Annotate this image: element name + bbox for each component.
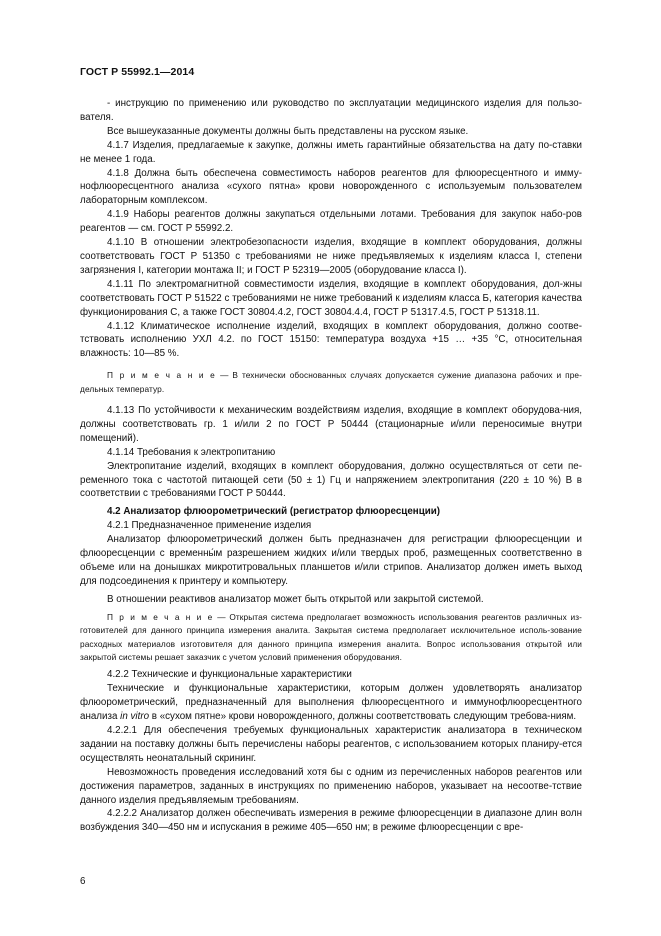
- paragraph: 4.1.12 Климатическое исполнение изделий, входящих в комплект оборудования, должно соотве-тствовать исполнению УХЛ 4.2. по ГОСТ 15150: температура воздуха +15 … +35 °С, относительная влажность: 10—85 %.: [80, 320, 582, 360]
- paragraph: 4.1.7 Изделия, предлагаемые к закупке, должны иметь гарантийные обязательства на дату по-ставки не менее 1 года.: [80, 139, 582, 165]
- note-text: — Открытая система предполагает возможность использования реагентов различных из-готовителей для данного принципа измерения аналита. Закрытая система предполагает исключительное исполь-зование расходных материалов изготовителя для данного принципа измерения аналита. Вопрос использования открытой или закрытой системы решает заказчик с учетом условий применения оборудования.: [80, 611, 582, 662]
- paragraph: [80, 682, 582, 724]
- section-heading: 4.2 Анализатор флюорометрический (регистратор флюоресценции): [107, 506, 441, 518]
- paragraph: 4.1.13 По устойчивости к механическим воздействиям изделия, входящие в комплект оборудова-ния, должны соответствовать гр. 1 и/или 2 по ГОСТ Р 50444 (стационарные и/или переносимые внутри помещений).: [80, 405, 582, 444]
- paragraph: Электропитание изделий, входящих в комплект оборудования, должно осуществляться от сети пе-ременного тока с частотой питающей сети (50 ± 1) Гц и напряжением электропитания (220 ± 10 %) В в соответствии с требованиями ГОСТ Р 50444.: [80, 460, 582, 500]
- note-label: П р и м е ч а н и е: [107, 370, 217, 381]
- paragraph: 4.2.1 Предназначенное применение изделия: [107, 520, 312, 532]
- document-body: [80, 97, 582, 835]
- paragraph-text: в «сухом пятне» крови новорожденного, должны соответствовать следующим требова-ниям.: [151, 711, 577, 723]
- paragraph: 4.1.14 Требования к электропитанию: [107, 446, 276, 458]
- paragraph: Все вышеуказанные документы должны быть представлены на русском языке.: [107, 125, 469, 137]
- italic-term: in vitro: [120, 711, 150, 723]
- paragraph: 4.1.11 По электромагнитной совместимости изделия, входящие в комплект оборудования, дол-жны соответствовать ГОСТ Р 51522 с требованиями не ниже требований к изделиям класса Б, категория качества функционирования С, а также ГОСТ 30804.4.2, ГОСТ 30804.4.4, ГОСТ Р 51317.4.5, ГОСТ Р 51318.11.: [80, 278, 582, 318]
- paragraph: Невозможность проведения исследований хотя бы с одним из перечисленных наборов реагентов или достижения параметров, заданных в инструкциях по применению наборов, указывает на несоотве-тствие данного изделия предъявляемым требованиям.: [80, 766, 582, 806]
- paragraph: В отношении реактивов анализатор может быть открытой или закрытой системой.: [107, 593, 484, 605]
- paragraph: 4.1.10 В отношении электробезопасности изделия, входящие в комплект оборудования, должны соответствовать ГОСТ Р 51350 с требованиями не ниже предъявляемых к изделиям класса I, степени загрязнения I, категории монтажа II; и ГОСТ Р 52319—2005 (оборудование класса I).: [80, 237, 582, 276]
- note-block: [80, 369, 582, 396]
- page-number: 6: [80, 876, 86, 887]
- paragraph: 4.1.8 Должна быть обеспечена совместимость наборов реагентов для флюоресцентного и имму-нофлюоресцентного анализа «сухого пятна» крови новорожденного с используемым пользователем лабораторным комплексом.: [80, 167, 582, 207]
- paragraph-text: Технические и функциональные характеристики, которым должен удовлетворять анализатор флюорометрический, предназначенный для выполнения флюоресцентного и иммунофлюоресцентного анализа: [80, 683, 582, 723]
- paragraph: 4.2.2 Технические и функциональные характеристики: [107, 669, 352, 681]
- paragraph: 4.2.2.2 Анализатор должен обеспечивать измерения в режиме флюоресценции в диапазоне длин волн возбуждения 340—450 нм и испускания в режиме 405—650 нм; в режиме флюоресценции с вре-: [80, 808, 582, 834]
- note-block: [80, 611, 582, 665]
- note-text: — В технически обоснованных случаях допускается сужение диапазона рабочих и пре-дельных температур.: [80, 370, 583, 394]
- document-header: ГОСТ Р 55992.1—2014: [80, 66, 195, 78]
- paragraph: 4.2.2.1 Для обеспечения требуемых функциональных характеристик анализатора в техническом задании на поставку должны быть перечислены наборы реагентов, с использованием которых планиру-ется осуществлять неонатальный скрининг.: [80, 724, 582, 764]
- note-label: П р и м е ч а н и е: [107, 611, 214, 622]
- paragraph: Анализатор флюорометрический должен быть предназначен для регистрации флюоресценции и флюоресценции с временны́м разрешением жидких и/или твердых проб, размещенных соответственно в объеме или на донышках микротитровальных планшетов и/или стрипов. Анализатор должен иметь выход для подсоединения к принтеру и компьютеру.: [80, 534, 582, 587]
- paragraph: 4.1.9 Наборы реагентов должны закупаться отдельными лотами. Требования для закупок набо-ров реагентов — см. ГОСТ Р 55992.2.: [80, 209, 582, 235]
- paragraph: - инструкцию по применению или руководство по эксплуатации медицинского изделия для пользо-вателя.: [80, 98, 582, 123]
